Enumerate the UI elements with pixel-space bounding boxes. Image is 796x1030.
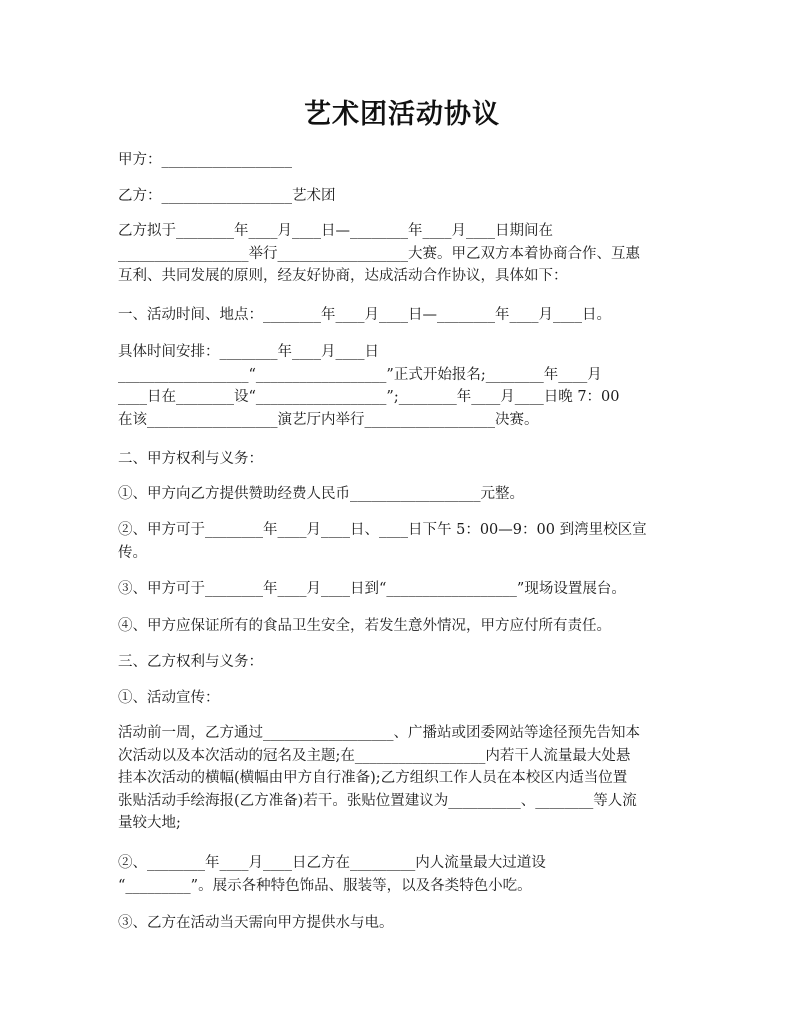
section-2-heading: 二、甲方权利与义务： bbox=[118, 451, 263, 467]
party-b-clause-2: ②、________年____月____日乙方在_________内人流量最大过道设 “_________”。展示各种特色饰品、服装等，以及各类特色小吃。 bbox=[118, 855, 546, 894]
section-3-heading: 三、乙方权利与义务： bbox=[118, 654, 263, 670]
party-b-clause-3: ③、乙方在活动当天需向甲方提供水与电。 bbox=[118, 915, 394, 931]
party-b-line: 乙方：__________________艺术团 bbox=[118, 188, 336, 204]
section-1-time-place: 一、活动时间、地点：________年____月____日—________年____月____日。 bbox=[118, 307, 611, 323]
party-a-clause-3: ③、甲方可于________年____月____日到“__________________”现场设置展台。 bbox=[118, 581, 626, 597]
party-a-clause-2: ②、甲方可于________年____月____日、____日下午 5：00—9：00 到湾里校区宣 传。 bbox=[118, 522, 647, 561]
intro-paragraph: 乙方拟于________年____月____日—________年____月____日期间在 __________________举行__________________大赛。甲乙双方本着协商合作、互惠 互利、共同发展的原则，经友好协商，达成活动合作协议，具体如下： bbox=[118, 223, 640, 284]
party-a-clause-1: ①、甲方向乙方提供赞助经费人民币__________________元整。 bbox=[118, 486, 524, 502]
party-a-clause-4: ④、甲方应保证所有的食品卫生安全，若发生意外情况，甲方应付所有责任。 bbox=[118, 618, 611, 634]
document-title: 艺术团活动协议 bbox=[304, 99, 500, 130]
party-b-clause-1-heading: ①、活动宣传： bbox=[118, 690, 220, 706]
party-a-line: 甲方：__________________ bbox=[118, 152, 292, 168]
promotion-paragraph: 活动前一周，乙方通过__________________、广播站或团委网站等途径预先告知本 次活动以及本次活动的冠名及主题;在__________________内若干人流量最大处悬 挂本次活动的横幅(横幅由甲方自行准备);乙方组织工作人员在本校区内适当位置 张贴活动手绘海报(乙方准备)若干。张贴位置建议为__________、________等人流 量较大地; bbox=[118, 725, 640, 831]
schedule-paragraph: 具体时间安排：________年____月____日 __________________“__________________”正式开始报名;________年____月 ____日在________设“__________________”;________年____月____日晚 7：00 在该__________________演艺厅内举行__________________决赛。 bbox=[118, 344, 620, 428]
